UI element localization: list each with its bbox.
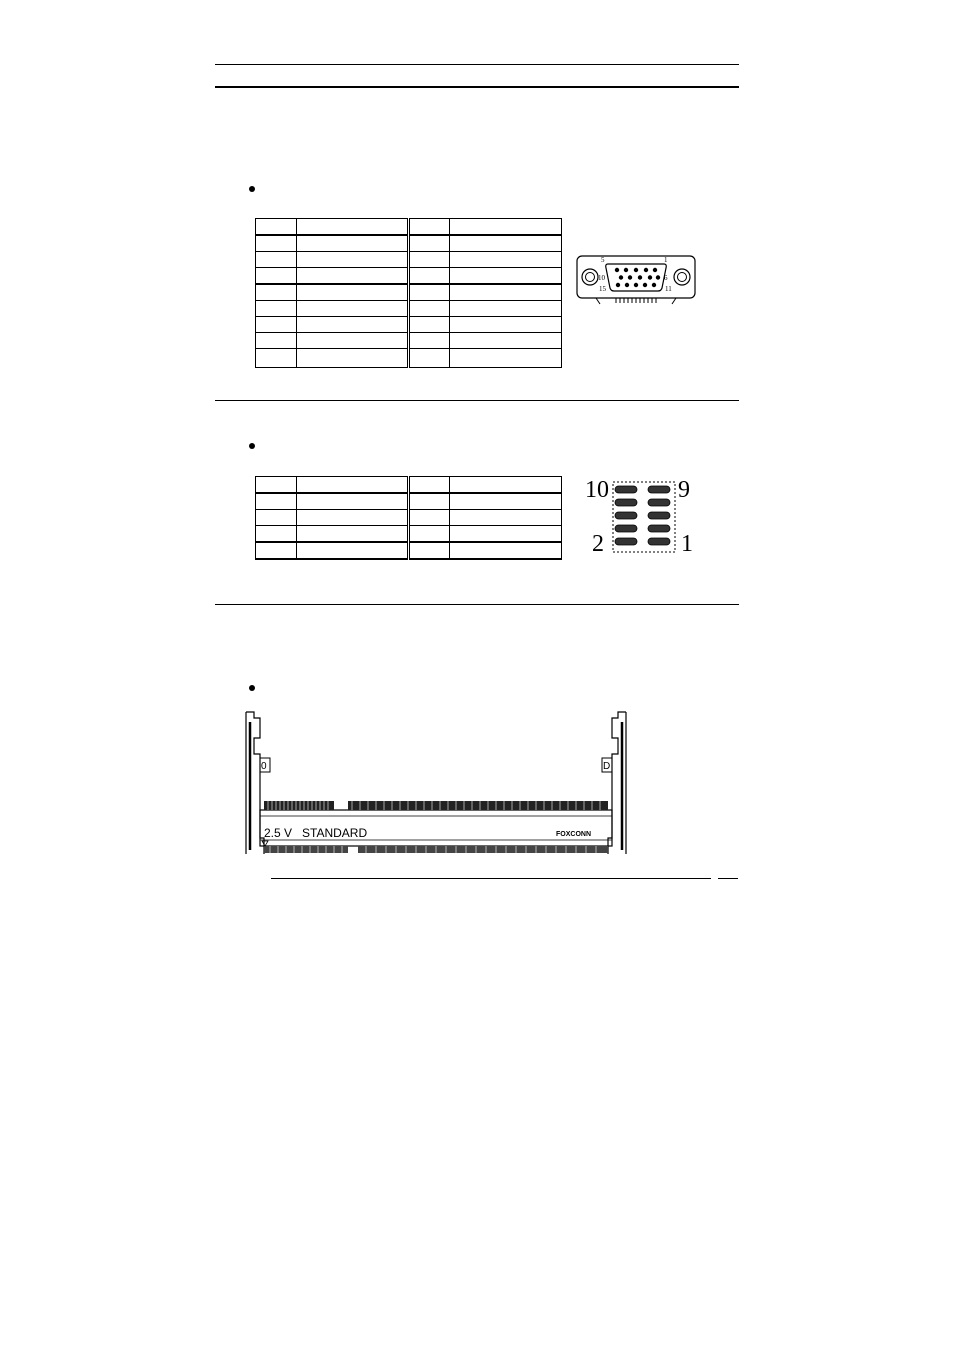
svg-text:D: D	[603, 761, 611, 772]
header-pin-label-1: 1	[681, 531, 693, 557]
table-row	[256, 301, 562, 317]
table-row	[256, 284, 562, 301]
dimm-latch-left	[246, 712, 264, 854]
header-pin-label-10: 10	[585, 477, 609, 503]
dimm-pin1-marker	[262, 841, 268, 846]
bullet-header	[249, 443, 255, 449]
header-connector-diagram	[610, 480, 678, 554]
vga-pin-label-11: 11	[665, 285, 672, 293]
table-row	[256, 252, 562, 268]
header-pin-table	[255, 476, 562, 560]
dimm-slot-brand: FOXCONN	[556, 831, 591, 838]
table-row	[256, 477, 562, 494]
footer-page-rule	[718, 878, 738, 879]
vga-pin-label-10: 10	[598, 274, 605, 282]
table-row	[256, 526, 562, 543]
vga-connector-diagram	[574, 252, 698, 306]
dimm-contacts-bottom-left	[264, 846, 348, 853]
table-row	[256, 268, 562, 285]
footer-rule	[271, 878, 711, 879]
dimm-contacts-top-right	[348, 801, 608, 810]
table-row	[256, 333, 562, 349]
table-row	[256, 510, 562, 526]
dimm-contacts-bottom-right	[358, 846, 608, 853]
vga-pin-table	[255, 218, 562, 368]
bullet-vga	[249, 186, 255, 192]
vga-pin-label-1: 1	[664, 256, 668, 264]
header-pin-label-9: 9	[678, 477, 690, 503]
dimm-slot-diagram	[240, 710, 632, 860]
header-rule-thin	[215, 64, 739, 65]
vga-pin-label-5: 5	[601, 256, 605, 264]
table-row	[256, 235, 562, 252]
table-row	[256, 493, 562, 510]
table-row	[256, 317, 562, 333]
header-pin-label-2: 2	[592, 531, 604, 557]
table-row	[256, 219, 562, 236]
vga-pin-label-15: 15	[599, 285, 606, 293]
section-divider-2	[215, 604, 739, 605]
table-row	[256, 542, 562, 559]
svg-text:0: 0	[261, 761, 267, 772]
dimm-latch-right	[608, 712, 626, 854]
section-divider-1	[215, 400, 739, 401]
bullet-dimm	[249, 685, 255, 691]
dimm-slot-label: 2.5 V STANDARD	[264, 826, 368, 840]
dimm-contacts-top-left	[264, 801, 334, 810]
vga-pin-label-6: 6	[664, 274, 668, 282]
table-row	[256, 349, 562, 368]
header-rule-thick	[215, 86, 739, 88]
